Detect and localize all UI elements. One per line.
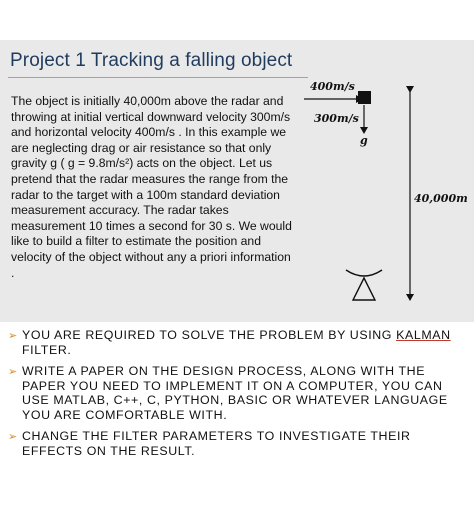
falling-object xyxy=(358,91,371,104)
requirement-text: CHANGE THE FILTER PARAMETERS TO INVESTIGATE THEIR EFFECTS ON THE RESULT. xyxy=(22,429,411,458)
requirement-paper xyxy=(8,364,468,422)
vertical-velocity-label: 300m/s xyxy=(314,112,359,125)
slide-title: Project 1 Tracking a falling object xyxy=(10,50,293,71)
requirements-list xyxy=(8,328,468,465)
arrow-bullet-icon: ➢ xyxy=(8,330,18,342)
requirement-text-after: FILTER. xyxy=(22,342,72,357)
height-label: 40,000m xyxy=(414,192,468,205)
gravity-label: g xyxy=(360,134,368,147)
radar-icon xyxy=(346,270,382,300)
arrow-bullet-icon: ➢ xyxy=(8,431,18,443)
kalman-word: KALMAN xyxy=(396,328,451,342)
title-divider xyxy=(8,77,308,78)
falling-object-diagram xyxy=(300,78,474,310)
requirement-text: WRITE A PAPER ON THE DESIGN PROCESS, ALONG WITH THE PAPER YOU NEED TO IMPLEMENT IT ON A COMPUTER, YOU CAN USE MATLAB, C++, C, PYTHON, BASIC OR WHATEVER LANGUAGE YOU ARE COMFORTABLE WITH. xyxy=(22,364,448,422)
horizontal-velocity-label: 400m/s xyxy=(310,80,355,93)
problem-description: The object is initially 40,000m above the radar and throwing at initial vertical downward velocity 300m/s and horizontal velocity 400m/s . In this example we are neglecting drag or air resistance so that only gravity g ( g = 9.8m/s²) acts on the object. Let us pretend that the radar measures the range from the radar to the target with a 100m standard deviation measurement accuracy. The radar takes measurement 10 times a second for 30 s. We would like to build a filter to estimate the position and velocity of the object without any a priori information . xyxy=(11,94,292,280)
requirement-kalman xyxy=(8,328,468,357)
requirement-parameters xyxy=(8,429,468,458)
requirement-text-before: YOU ARE REQUIRED TO SOLVE THE PROBLEM BY USING xyxy=(22,328,397,342)
arrow-bullet-icon: ➢ xyxy=(8,366,18,378)
